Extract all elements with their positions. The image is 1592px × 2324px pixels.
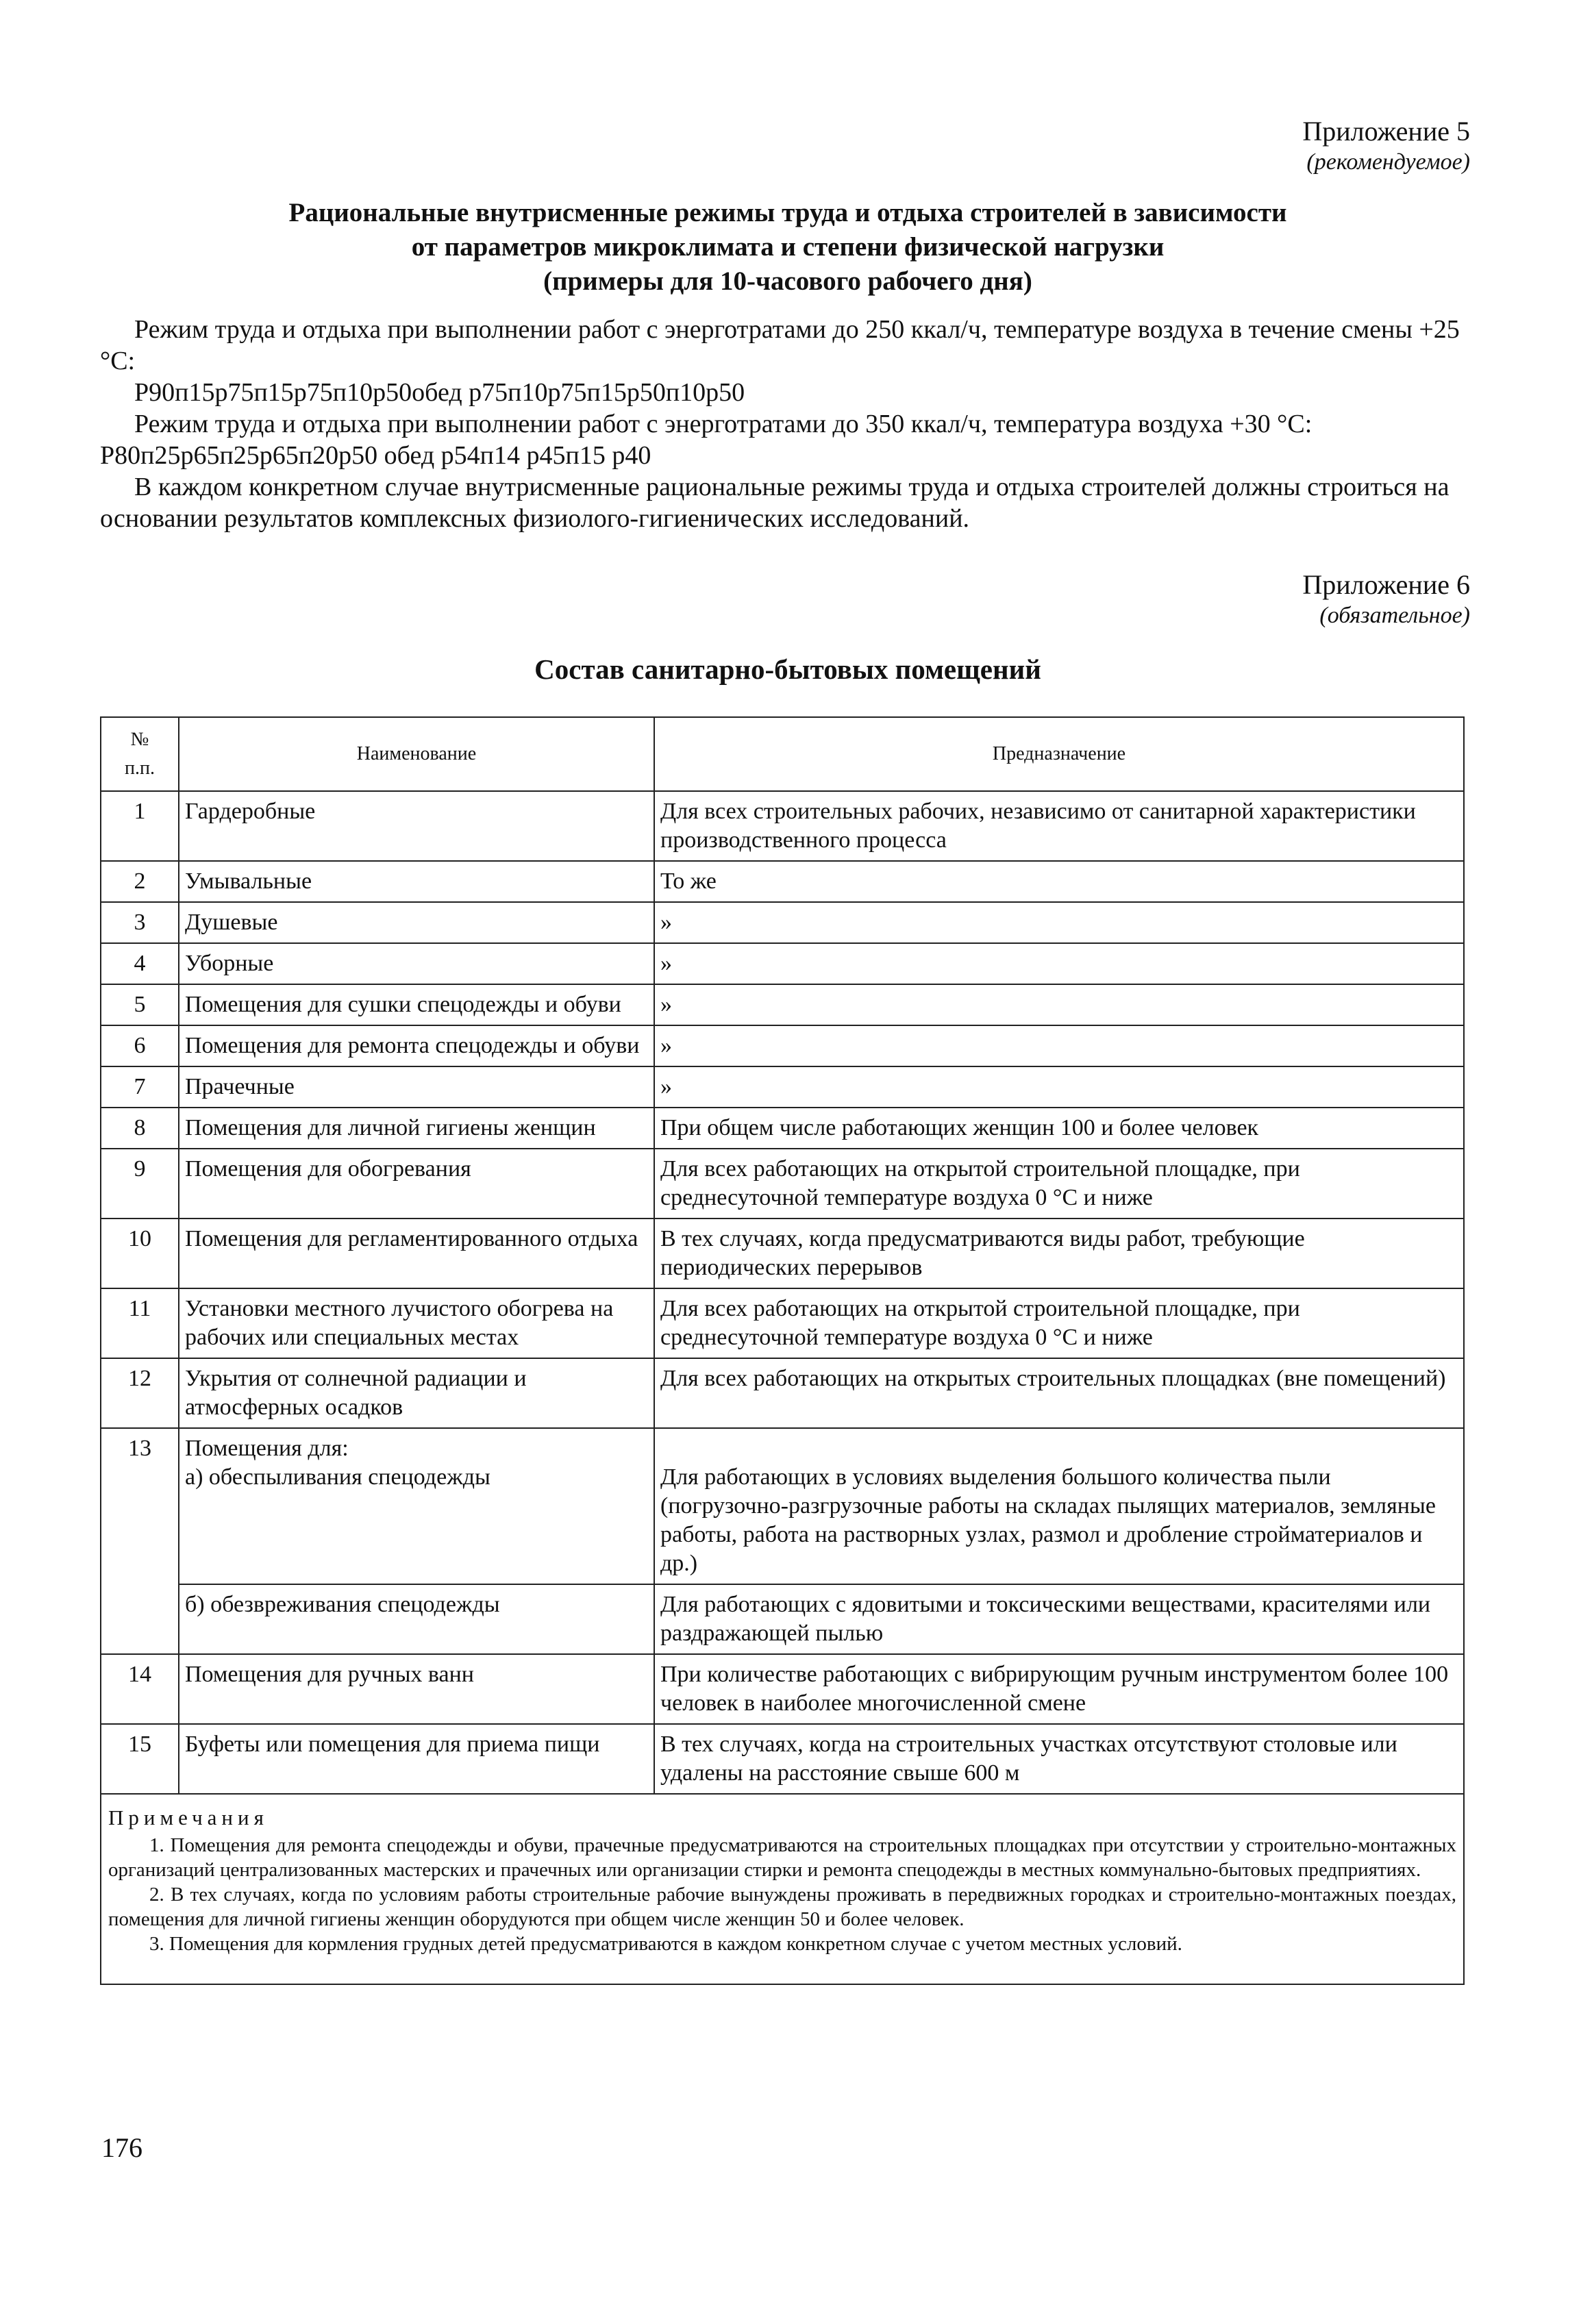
header-number: № п.п. xyxy=(101,717,179,791)
appendix-5-title-line-2: от параметров микроклимата и степени физической нагрузки xyxy=(411,232,1165,262)
notes-row xyxy=(101,1794,1464,1984)
row-name: Помещения для сушки спецодежды и обуви xyxy=(179,984,654,1025)
table-row xyxy=(101,902,1464,943)
regime-formula-1: Р90п15р75п15р75п10р50обед р75п10р75п15р50п10р50 xyxy=(134,378,745,407)
appendix-6-label: Приложение 6 xyxy=(1302,569,1470,600)
appendix-6-status: (обязательное) xyxy=(1319,603,1470,628)
row-name: Укрытия от солнечной радиации и атмосферных осадков xyxy=(179,1358,654,1428)
row-name: Установки местного лучистого обогрева на рабочих или специальных местах xyxy=(179,1288,654,1358)
row-name: Помещения для: а) обеспыливания спецодежды xyxy=(179,1428,654,1584)
table-row xyxy=(101,1149,1464,1219)
row-number: 11 xyxy=(101,1288,179,1358)
row-number: 2 xyxy=(101,861,179,902)
row-name: Помещения для ручных ванн xyxy=(179,1654,654,1724)
row-purpose: » xyxy=(654,984,1464,1025)
row-purpose: Для всех строительных рабочих, независимо от санитарной характеристики производственного процесса xyxy=(654,791,1464,861)
appendix-6-title: Состав санитарно-бытовых помещений xyxy=(534,653,1041,685)
row-purpose: В тех случаях, когда предусматриваются виды работ, требующие периодических перерывов xyxy=(654,1219,1464,1288)
row-name: Помещения для ремонта спецодежды и обуви xyxy=(179,1025,654,1066)
table-row xyxy=(101,1584,1464,1654)
row-name: Душевые xyxy=(179,902,654,943)
row-purpose: Для всех работающих на открытой строительной площадке, при среднесуточной температуре воздуха 0 °С и ниже xyxy=(654,1149,1464,1219)
row-name: Помещения для личной гигиены женщин xyxy=(179,1108,654,1149)
regime-paragraph-3: В каждом конкретном случае внутрисменные рациональные режимы труда и отдыха строителей должны строиться на основании результатов комплексных физиолого-гигиенических исследований. xyxy=(100,473,1450,533)
table-row xyxy=(101,1025,1464,1066)
table-row xyxy=(101,1724,1464,1794)
row-name: Буфеты или помещения для приема пищи xyxy=(179,1724,654,1794)
table-row xyxy=(101,861,1464,902)
appendix-5-header xyxy=(1302,115,1470,177)
row-number: 5 xyxy=(101,984,179,1025)
row-purpose: » xyxy=(654,1025,1464,1066)
row-number: 9 xyxy=(101,1149,179,1219)
appendix-5-title-line-1: Рациональные внутрисменные режимы труда и отдыха строителей в зависимости xyxy=(288,198,1287,227)
row-number: 4 xyxy=(101,943,179,984)
table-row xyxy=(101,1358,1464,1428)
row-purpose: При количестве работающих с вибрирующим ручным инструментом более 100 человек в наиболее многочисленной смене xyxy=(654,1654,1464,1724)
row-purpose: Для всех работающих на открытых строительных площадках (вне помещений) xyxy=(654,1358,1464,1428)
row-number: 15 xyxy=(101,1724,179,1794)
table-row xyxy=(101,1654,1464,1724)
table-notes xyxy=(101,1794,1464,1984)
row-purpose: Для всех работающих на открытой строительной площадке, при среднесуточной температуре воздуха 0 °С и ниже xyxy=(654,1288,1464,1358)
row-name: Помещения для обогревания xyxy=(179,1149,654,1219)
appendix-6-header xyxy=(1302,568,1470,630)
table-row xyxy=(101,791,1464,861)
appendix-5-status: (рекомендуемое) xyxy=(1306,149,1470,175)
row-name: Прачечные xyxy=(179,1066,654,1108)
row-purpose: Для работающих в условиях выделения большого количества пыли (погрузочно-разгрузочные работы на складах пылящих материалов, земляные работы, работа на растворных узлах, размол и дробление стройматериалов и др.) xyxy=(654,1428,1464,1584)
row-name: Умывальные xyxy=(179,861,654,902)
sanitary-rooms-table xyxy=(100,716,1465,1985)
regime-paragraph-1: Режим труда и отдыха при выполнении работ с энерготратами до 250 ккал/ч, температуре воздуха в течение смены +25 °С: xyxy=(100,315,1460,375)
note-2: 2. В тех случаях, когда по условиям работы строительные рабочие вынуждены проживать в передвижных городках и строительно-монтажных поездах, помещения для личной гигиены женщин оборудуются при общем числе женщин 50 и более человек. xyxy=(108,1884,1456,1930)
appendix-5-title-line-3: (примеры для 10-часового рабочего дня) xyxy=(543,266,1032,296)
appendix-5-label: Приложение 5 xyxy=(1302,116,1470,147)
table-row xyxy=(101,1288,1464,1358)
row-purpose: » xyxy=(654,902,1464,943)
note-3: 3. Помещения для кормления грудных детей предусматриваются в каждом конкретном случае с учетом местных условий. xyxy=(149,1933,1182,1955)
row-purpose: То же xyxy=(654,861,1464,902)
row-name: Гардеробные xyxy=(179,791,654,861)
table-row xyxy=(101,1066,1464,1108)
row-purpose: Для работающих с ядовитыми и токсическими веществами, красителями или раздражающей пылью xyxy=(654,1584,1464,1654)
row-number: 8 xyxy=(101,1108,179,1149)
row-name: Уборные xyxy=(179,943,654,984)
row-purpose: При общем числе работающих женщин 100 и более человек xyxy=(654,1108,1464,1149)
row-number: 7 xyxy=(101,1066,179,1108)
row-number: 3 xyxy=(101,902,179,943)
appendix-5-title xyxy=(103,196,1473,299)
row-purpose: » xyxy=(654,943,1464,984)
table-row xyxy=(101,1219,1464,1288)
regime-formula-2: Р80п25р65п25р65п20р50 обед р54п14 р45п15 р40 xyxy=(100,441,651,470)
table-row xyxy=(101,984,1464,1025)
row-number: 14 xyxy=(101,1654,179,1724)
page-number: 176 xyxy=(101,2132,142,2163)
regime-paragraph-2: Режим труда и отдыха при выполнении работ с энерготратами до 350 ккал/ч, температура воздуха +30 °С: xyxy=(134,410,1313,438)
notes-heading: Примечания xyxy=(108,1806,269,1829)
note-1: 1. Помещения для ремонта спецодежды и обуви, прачечные предусматриваются на строительных площадках при отсутствии у строительно-монтажных организаций централизованных мастерских и прачечных или организации стирки и ремонта спецодежды в местных коммунально-бытовых предприятиях. xyxy=(108,1834,1456,1881)
row-purpose: » xyxy=(654,1066,1464,1108)
table-row xyxy=(101,1428,1464,1584)
header-name: Наименование xyxy=(179,717,654,791)
row-name: Помещения для регламентированного отдыха xyxy=(179,1219,654,1288)
row-number: 12 xyxy=(101,1358,179,1428)
table-row xyxy=(101,1108,1464,1149)
row-number: 1 xyxy=(101,791,179,861)
table-header-row xyxy=(101,717,1464,791)
row-number: 13 xyxy=(101,1428,179,1654)
table-row xyxy=(101,943,1464,984)
row-number: 6 xyxy=(101,1025,179,1066)
row-number: 10 xyxy=(101,1219,179,1288)
header-purpose: Предназначение xyxy=(654,717,1464,791)
row-purpose: В тех случаях, когда на строительных участках отсутствуют столовые или удалены на расстояние свыше 600 м xyxy=(654,1724,1464,1794)
appendix-5-body xyxy=(100,314,1470,534)
row-name: б) обезвреживания спецодежды xyxy=(179,1584,654,1654)
